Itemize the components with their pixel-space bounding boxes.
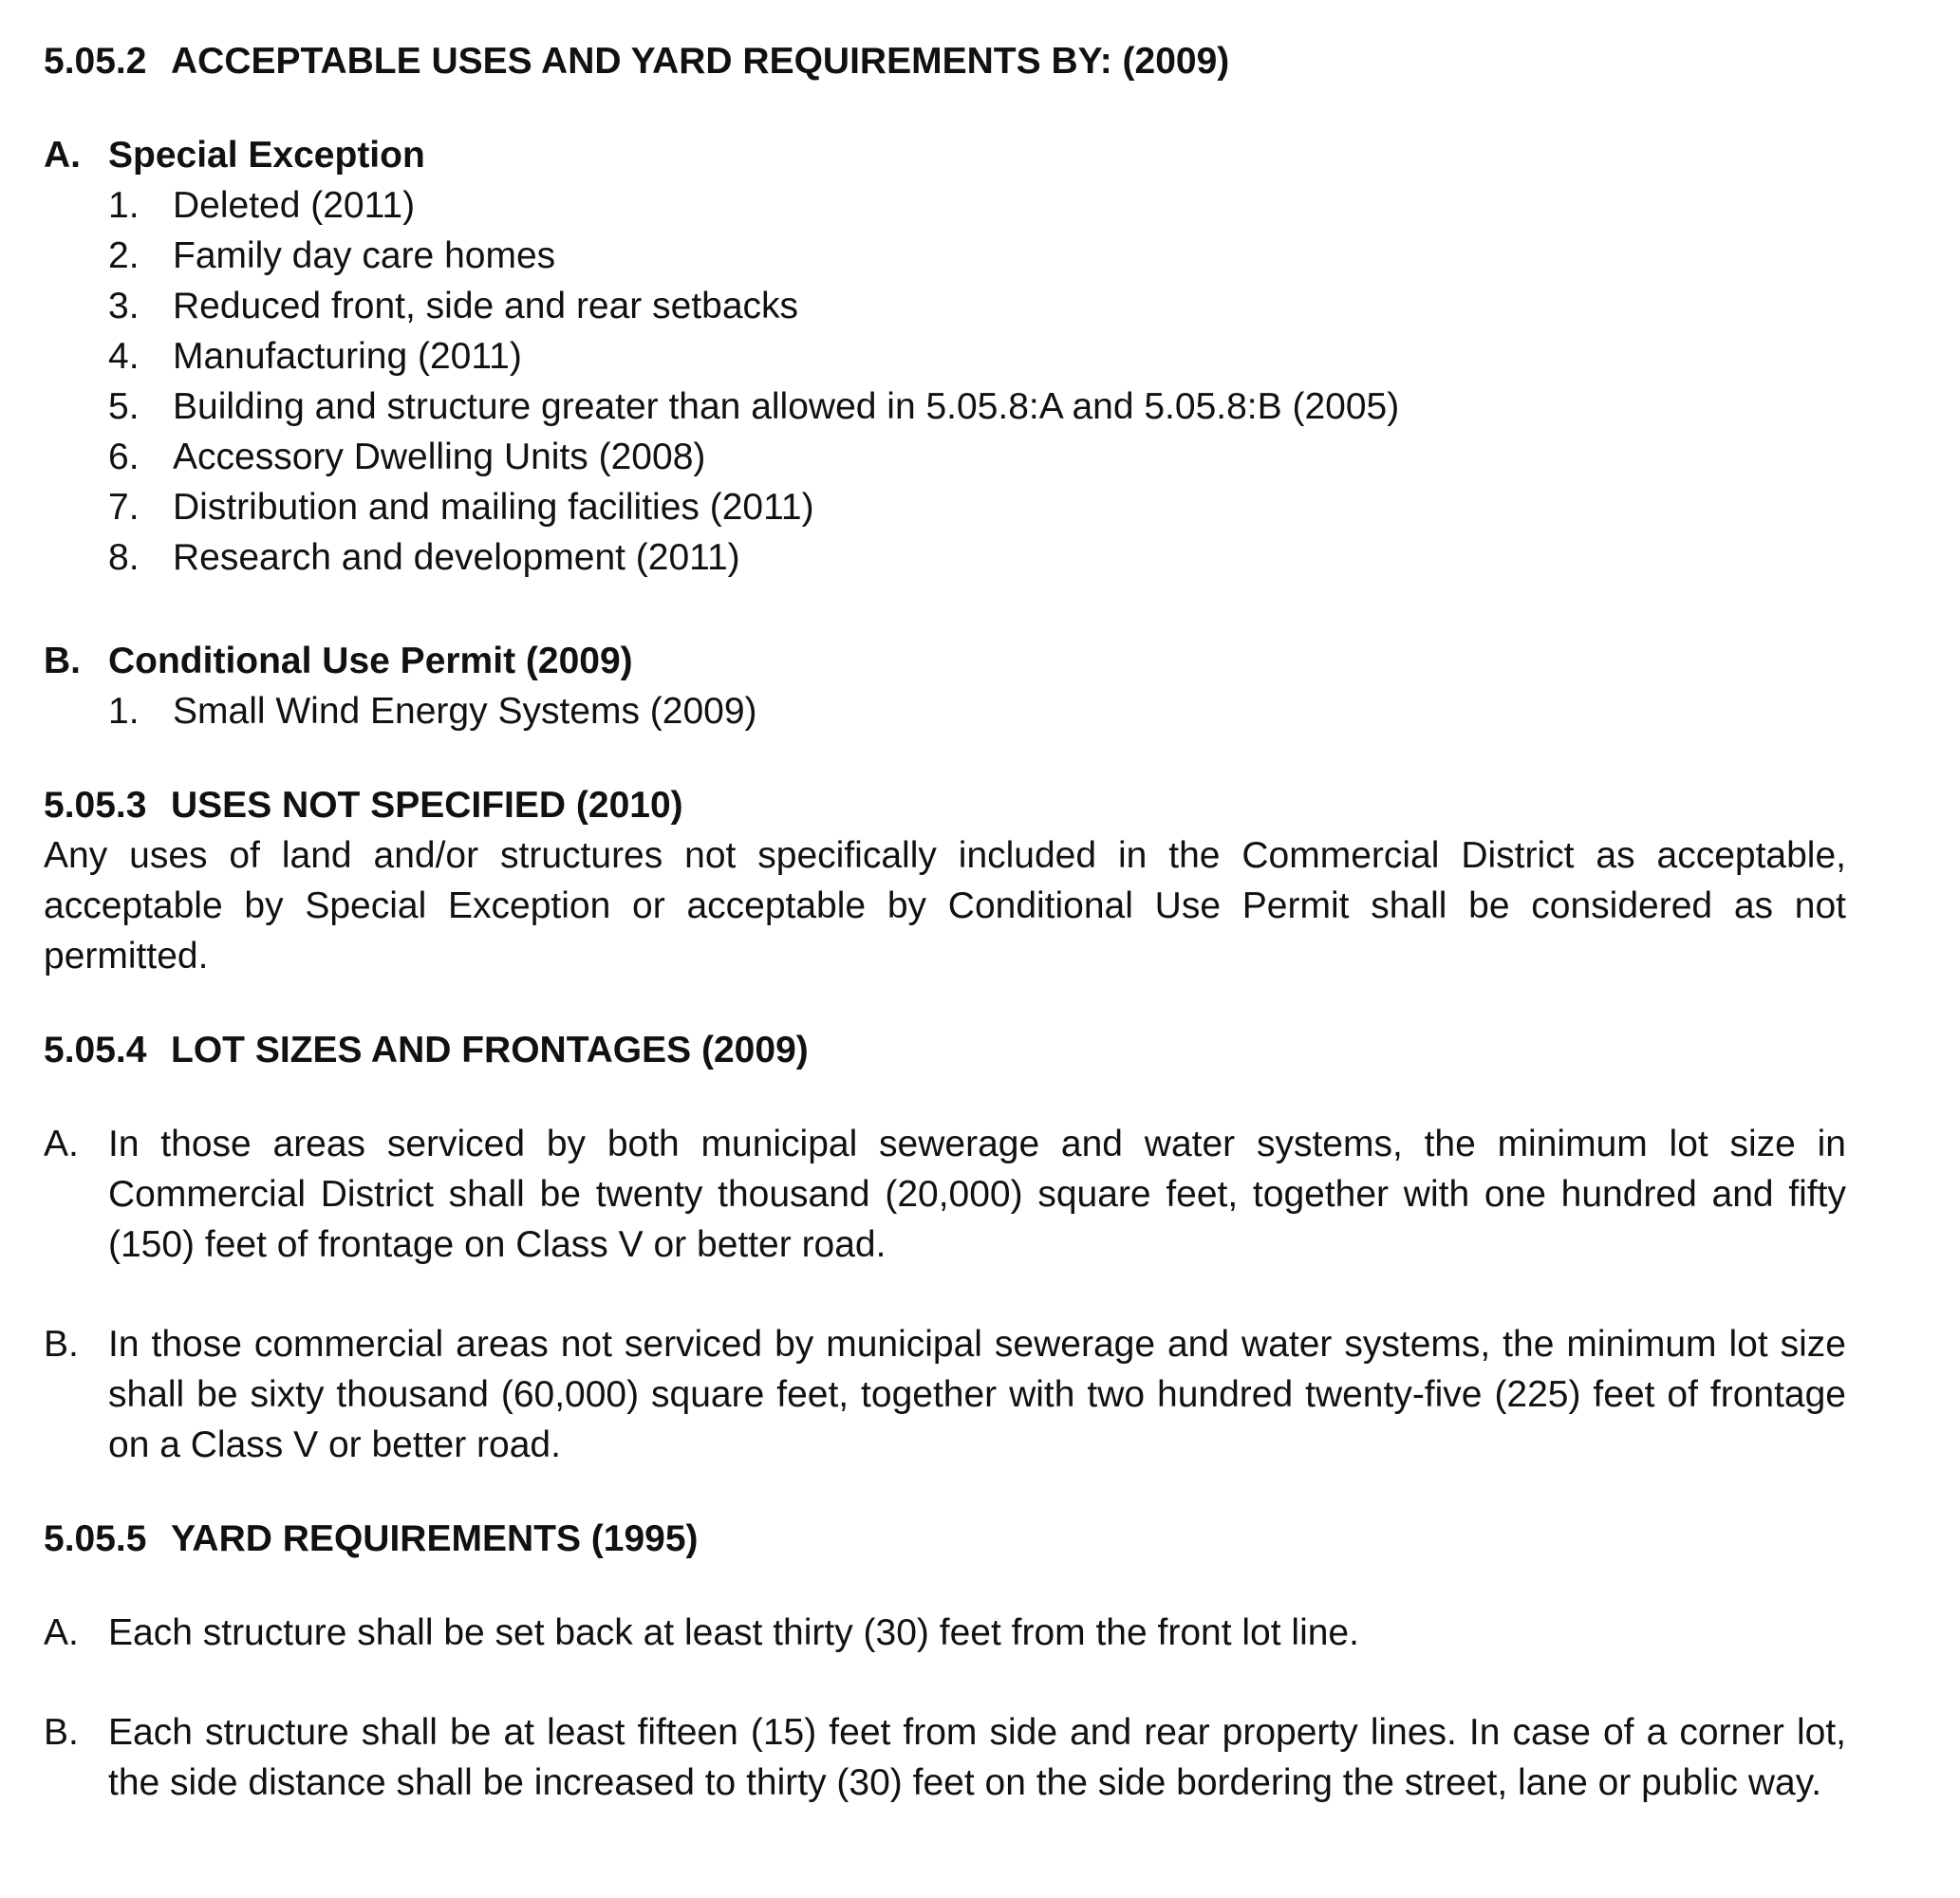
conditional-use-list (44, 686, 1846, 736)
section-5-05-2-heading (44, 36, 1846, 86)
paragraph-letter: B. (44, 1324, 79, 1365)
paragraph-letter: A. (44, 1612, 79, 1653)
section-number: 5.05.3 (44, 785, 147, 826)
section-5-05-3-heading (44, 780, 1846, 830)
lot-size-serviced-paragraph (44, 1119, 1846, 1270)
subsection-title: Special Exception (108, 135, 425, 176)
uses-not-specified-paragraph: Any uses of land and/or structures not specifically included in the Commercial District as acceptable, acceptable by Special Exception or acceptable by Conditional Use Permit shall be considered as not permitted. (44, 835, 1846, 977)
section-number: 5.05.2 (44, 41, 147, 82)
subsection-letter: A. (44, 135, 81, 176)
section-5-05-5-heading (44, 1514, 1846, 1564)
paragraph-text: In those commercial areas not serviced by municipal sewerage and water systems, the minimum lot size shall be sixty thousand (60,000) square feet, together with two hundred twenty-five (225) feet of frontage on a Class V or better road. (108, 1324, 1846, 1465)
list-item: 8. Research and development (2011) (108, 537, 740, 578)
paragraph-text: In those areas serviced by both municipal sewerage and water systems, the minimum lot size in Commercial District shall be twenty thousand (20,000) square feet, together with one hundred and fifty (150) feet of frontage on Class V or better road. (108, 1124, 1846, 1265)
lot-size-unserviced-paragraph (44, 1319, 1846, 1470)
section-title: YARD REQUIREMENTS (1995) (171, 1518, 699, 1559)
list-item: 4. Manufacturing (2011) (108, 336, 522, 377)
section-number: 5.05.5 (44, 1518, 147, 1559)
subsection-title: Conditional Use Permit (2009) (108, 641, 633, 681)
paragraph-text: Each structure shall be at least fifteen (15) feet from side and rear property lines. In case of a corner lot, the side distance shall be increased to thirty (30) feet on the side bordering the street, lane or public way. (108, 1712, 1846, 1803)
list-item: 1. Small Wind Energy Systems (2009) (108, 691, 757, 732)
special-exception-list (44, 180, 1846, 583)
section-title: LOT SIZES AND FRONTAGES (2009) (171, 1030, 809, 1070)
section-title: USES NOT SPECIFIED (2010) (171, 785, 683, 826)
section-number: 5.05.4 (44, 1030, 147, 1070)
list-item: 3. Reduced front, side and rear setbacks (108, 286, 799, 326)
paragraph-text: Each structure shall be set back at least thirty (30) feet from the front lot line. (108, 1612, 1359, 1653)
special-exception-heading (44, 130, 1846, 180)
front-setback-paragraph (44, 1608, 1846, 1658)
conditional-use-permit-heading (44, 636, 1846, 686)
list-item: 2. Family day care homes (108, 235, 556, 276)
section-title: ACCEPTABLE USES AND YARD REQUIREMENTS BY: (2009) (171, 41, 1230, 82)
list-item: 1. Deleted (2011) (108, 185, 416, 226)
paragraph-letter: B. (44, 1712, 79, 1753)
section-5-05-4-heading (44, 1025, 1846, 1075)
list-item: 7. Distribution and mailing facilities (2011) (108, 487, 814, 528)
side-rear-setback-paragraph (44, 1707, 1846, 1808)
paragraph-letter: A. (44, 1124, 79, 1164)
list-item: 6. Accessory Dwelling Units (2008) (108, 437, 706, 477)
list-item: 5. Building and structure greater than allowed in 5.05.8:A and 5.05.8:B (2005) (108, 386, 1400, 427)
subsection-letter: B. (44, 641, 81, 681)
